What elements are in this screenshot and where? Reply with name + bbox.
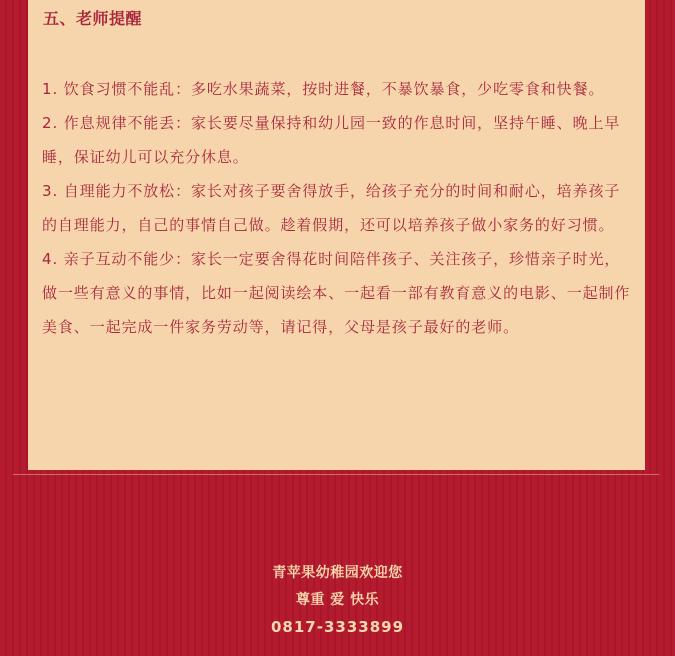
footer-motto: 尊重 爱 快乐 [295, 592, 380, 608]
footer-phone: 0817-3333899 [270, 618, 405, 636]
tips-list [42, 72, 632, 344]
footer-welcome: 青苹果幼稚园欢迎您 [272, 565, 403, 581]
tip-item-self-care: 3. 自理能力不放松：家长对孩子要舍得放手，给孩子充分的时间和耐心，培养孩子的自理能力，自己的事情自己做。趁着假期，还可以培养孩子做小家务的好习惯。 [42, 182, 621, 234]
tip-item-parent-child: 4. 亲子互动不能少：家长一定要舍得花时间陪伴孩子、关注孩子，珍惜亲子时光，做一些有意义的事情，比如一起阅读绘本、一起看一部有教育意义的电影、一起制作美食、一起完成一件家务劳动等，请记得，父母是孩子最好的老师。 [42, 250, 631, 336]
tip-item-diet: 1. 饮食习惯不能乱：多吃水果蔬菜，按时进餐，不暴饮暴食，少吃零食和快餐。 [42, 80, 605, 98]
section-title: 五、老师提醒 [43, 9, 143, 28]
reminder-card [28, 0, 645, 470]
footer [0, 560, 675, 641]
divider [13, 474, 659, 475]
tip-item-schedule: 2. 作息规律不能丢：家长要尽量保持和幼儿园一致的作息时间，坚持午睡、晚上早睡，保证幼儿可以充分休息。 [42, 114, 621, 166]
